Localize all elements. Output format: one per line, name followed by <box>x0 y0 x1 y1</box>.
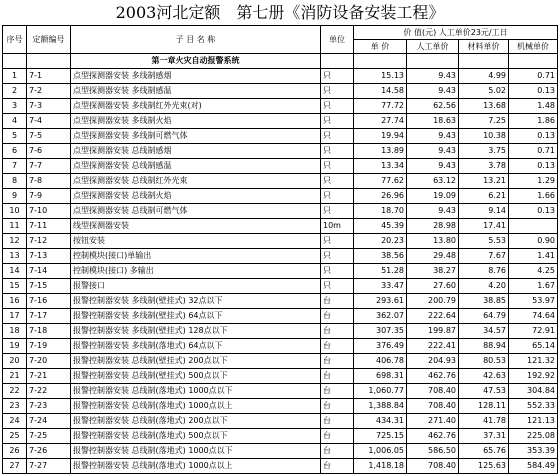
cell-name: 报警控制器安装 多线制(壁挂式) 128点以下 <box>71 324 321 339</box>
cell-unit: 只 <box>321 99 354 114</box>
cell-material: 64.79 <box>459 309 509 324</box>
cell-material: 17.41 <box>459 219 509 234</box>
cell-labor: 9.43 <box>407 84 459 99</box>
cell-labor: 462.76 <box>407 429 459 444</box>
cell-price: 27.74 <box>354 114 407 129</box>
cell-material: 88.94 <box>459 339 509 354</box>
table-row <box>3 189 558 204</box>
cell-machine: 1.41 <box>509 249 558 264</box>
cell-seq: 11 <box>3 219 27 234</box>
cell-code: 7-7 <box>27 159 71 174</box>
cell-seq: 20 <box>3 354 27 369</box>
cell-material: 7.25 <box>459 114 509 129</box>
cell-code: 7-27 <box>27 459 71 474</box>
table-row <box>3 129 558 144</box>
cell-code: 7-5 <box>27 129 71 144</box>
cell-name: 报警控制器安装 总线制(壁挂式) 200点以下 <box>71 354 321 369</box>
cell-name: 控制模块(接口)单输出 <box>71 249 321 264</box>
cell-machine: 0.13 <box>509 204 558 219</box>
cell-labor: 63.12 <box>407 174 459 189</box>
cell-price: 77.72 <box>354 99 407 114</box>
cell-code: 7-24 <box>27 414 71 429</box>
table-row <box>3 114 558 129</box>
table-row <box>3 174 558 189</box>
cell-code: 7-1 <box>27 69 71 84</box>
section-cell-blank <box>509 54 558 69</box>
cell-labor: 199.87 <box>407 324 459 339</box>
cell-unit: 只 <box>321 114 354 129</box>
cell-labor: 708.40 <box>407 399 459 414</box>
cell-machine: 72.91 <box>509 324 558 339</box>
cell-labor: 9.43 <box>407 159 459 174</box>
cell-code: 7-4 <box>27 114 71 129</box>
cell-name: 报警控制器安装 总线制(落地式) 1000点以上 <box>71 399 321 414</box>
header-seq: 序号 <box>3 26 27 54</box>
cell-machine: 1.48 <box>509 99 558 114</box>
cell-machine: 304.84 <box>509 384 558 399</box>
table-row <box>3 459 558 474</box>
cell-machine: 121.32 <box>509 354 558 369</box>
cell-machine: 4.25 <box>509 264 558 279</box>
cell-machine: 65.14 <box>509 339 558 354</box>
cell-labor: 586.50 <box>407 444 459 459</box>
cell-code: 7-18 <box>27 324 71 339</box>
cell-code: 7-19 <box>27 339 71 354</box>
cell-labor: 18.63 <box>407 114 459 129</box>
cell-name: 点型探测器安装 总线制感温 <box>71 159 321 174</box>
cell-price: 26.96 <box>354 189 407 204</box>
cell-seq: 17 <box>3 309 27 324</box>
cell-seq: 13 <box>3 249 27 264</box>
table-row <box>3 309 558 324</box>
table-row <box>3 264 558 279</box>
cell-code: 7-11 <box>27 219 71 234</box>
cell-price: 51.28 <box>354 264 407 279</box>
cell-unit: 只 <box>321 144 354 159</box>
cell-code: 7-14 <box>27 264 71 279</box>
table-row <box>3 234 558 249</box>
cell-name: 点型探测器安装 多线制红外光束(对) <box>71 99 321 114</box>
cell-labor: 62.56 <box>407 99 459 114</box>
cell-price: 1,418.18 <box>354 459 407 474</box>
cell-price: 77.62 <box>354 174 407 189</box>
cell-code: 7-15 <box>27 279 71 294</box>
cell-name: 报警控制器安装 多线制(落地式) 64点以下 <box>71 339 321 354</box>
cell-name: 点型探测器安装 总线制火焰 <box>71 189 321 204</box>
table-row <box>3 84 558 99</box>
cell-price: 362.07 <box>354 309 407 324</box>
cell-unit: 只 <box>321 129 354 144</box>
table-row <box>3 144 558 159</box>
cell-labor: 13.80 <box>407 234 459 249</box>
cell-unit: 只 <box>321 204 354 219</box>
cell-unit: 只 <box>321 84 354 99</box>
section-cell-blank <box>459 54 509 69</box>
section-row <box>3 54 558 69</box>
cell-material: 125.63 <box>459 459 509 474</box>
cell-machine: 0.13 <box>509 129 558 144</box>
cell-code: 7-26 <box>27 444 71 459</box>
section-cell-blank <box>321 54 354 69</box>
cell-material: 34.57 <box>459 324 509 339</box>
cell-seq: 16 <box>3 294 27 309</box>
table-row <box>3 249 558 264</box>
cell-name: 点型探测器安装 多线制火焰 <box>71 114 321 129</box>
cell-material: 41.78 <box>459 414 509 429</box>
cell-price: 293.61 <box>354 294 407 309</box>
cell-code: 7-6 <box>27 144 71 159</box>
cell-code: 7-10 <box>27 204 71 219</box>
section-cell-blank <box>27 54 71 69</box>
header-machine: 机械单价 <box>509 40 558 54</box>
cell-machine: 1.86 <box>509 114 558 129</box>
cell-name: 按钮安装 <box>71 234 321 249</box>
cell-seq: 7 <box>3 159 27 174</box>
cell-price: 698.31 <box>354 369 407 384</box>
header-unit: 单位 <box>321 26 354 54</box>
cell-labor: 9.43 <box>407 144 459 159</box>
cell-price: 20.23 <box>354 234 407 249</box>
cell-material: 5.53 <box>459 234 509 249</box>
cell-name: 点型探测器安装 多线制感烟 <box>71 69 321 84</box>
cell-machine: 1.67 <box>509 279 558 294</box>
cell-labor: 9.43 <box>407 204 459 219</box>
cell-unit: 只 <box>321 249 354 264</box>
cell-seq: 8 <box>3 174 27 189</box>
table-row <box>3 354 558 369</box>
cell-price: 1,388.84 <box>354 399 407 414</box>
cell-code: 7-16 <box>27 294 71 309</box>
cell-labor: 200.79 <box>407 294 459 309</box>
cell-price: 13.34 <box>354 159 407 174</box>
cell-machine: 121.13 <box>509 414 558 429</box>
header-unit-price: 单 价 <box>354 40 407 54</box>
cell-seq: 2 <box>3 84 27 99</box>
cell-unit: 台 <box>321 339 354 354</box>
cell-seq: 15 <box>3 279 27 294</box>
cell-seq: 5 <box>3 129 27 144</box>
cell-machine: 552.33 <box>509 399 558 414</box>
cell-labor: 28.98 <box>407 219 459 234</box>
cell-machine: 584.49 <box>509 459 558 474</box>
cell-machine <box>509 219 558 234</box>
cell-material: 38.85 <box>459 294 509 309</box>
cell-name: 点型探测器安装 多线制可燃气体 <box>71 129 321 144</box>
cell-unit: 台 <box>321 459 354 474</box>
cell-name: 报警控制器安装 多线制(壁挂式) 32点以下 <box>71 294 321 309</box>
cell-seq: 23 <box>3 399 27 414</box>
cell-material: 42.63 <box>459 369 509 384</box>
cell-material: 37.31 <box>459 429 509 444</box>
table-row <box>3 399 558 414</box>
table-row <box>3 69 558 84</box>
section-cell-blank <box>354 54 407 69</box>
cell-labor: 222.41 <box>407 339 459 354</box>
cell-unit: 只 <box>321 279 354 294</box>
cell-machine: 0.13 <box>509 159 558 174</box>
cell-unit: 台 <box>321 324 354 339</box>
table-row <box>3 204 558 219</box>
cell-material: 65.76 <box>459 444 509 459</box>
cell-material: 7.67 <box>459 249 509 264</box>
cell-unit: 10m <box>321 219 354 234</box>
cell-seq: 3 <box>3 99 27 114</box>
cell-machine: 0.13 <box>509 84 558 99</box>
cell-machine: 353.39 <box>509 444 558 459</box>
cell-material: 47.53 <box>459 384 509 399</box>
cell-code: 7-21 <box>27 369 71 384</box>
quota-table <box>2 25 558 474</box>
cell-code: 7-13 <box>27 249 71 264</box>
cell-price: 307.35 <box>354 324 407 339</box>
section-title: 第一章火灾自动报警系统 <box>71 54 321 69</box>
page-title: 2003河北定额 第七册《消防设备安装工程》 <box>115 3 445 22</box>
cell-unit: 台 <box>321 399 354 414</box>
cell-unit: 台 <box>321 444 354 459</box>
cell-labor: 708.40 <box>407 459 459 474</box>
cell-material: 3.75 <box>459 144 509 159</box>
cell-labor: 9.43 <box>407 129 459 144</box>
cell-seq: 21 <box>3 369 27 384</box>
cell-code: 7-25 <box>27 429 71 444</box>
cell-price: 406.78 <box>354 354 407 369</box>
cell-material: 6.21 <box>459 189 509 204</box>
cell-machine: 74.64 <box>509 309 558 324</box>
cell-material: 80.53 <box>459 354 509 369</box>
table-row <box>3 429 558 444</box>
cell-labor: 222.64 <box>407 309 459 324</box>
cell-unit: 只 <box>321 264 354 279</box>
cell-material: 5.02 <box>459 84 509 99</box>
cell-name: 报警控制器安装 总线制(壁挂式) 500点以下 <box>71 369 321 384</box>
cell-price: 33.47 <box>354 279 407 294</box>
cell-seq: 25 <box>3 429 27 444</box>
cell-labor: 204.93 <box>407 354 459 369</box>
cell-name: 控制模块(接口) 多输出 <box>71 264 321 279</box>
cell-name: 点型探测器安装 总线制感烟 <box>71 144 321 159</box>
cell-labor: 29.48 <box>407 249 459 264</box>
cell-unit: 只 <box>321 174 354 189</box>
cell-name: 报警控制器安装 总线制(落地式) 500点以下 <box>71 429 321 444</box>
cell-name: 报警控制器安装 总线制(落地式) 200点以下 <box>71 414 321 429</box>
cell-seq: 9 <box>3 189 27 204</box>
cell-unit: 只 <box>321 69 354 84</box>
header-name: 子 目 名 称 <box>71 26 321 54</box>
cell-price: 1,060.77 <box>354 384 407 399</box>
cell-seq: 12 <box>3 234 27 249</box>
table-row <box>3 384 558 399</box>
cell-name: 点型探测器安装 总线制可燃气体 <box>71 204 321 219</box>
cell-material: 8.76 <box>459 264 509 279</box>
cell-code: 7-23 <box>27 399 71 414</box>
cell-labor: 9.43 <box>407 69 459 84</box>
cell-code: 7-12 <box>27 234 71 249</box>
cell-seq: 18 <box>3 324 27 339</box>
cell-machine: 225.08 <box>509 429 558 444</box>
cell-seq: 6 <box>3 144 27 159</box>
cell-material: 4.20 <box>459 279 509 294</box>
cell-machine: 0.71 <box>509 69 558 84</box>
cell-seq: 22 <box>3 384 27 399</box>
cell-price: 38.56 <box>354 249 407 264</box>
cell-labor: 27.60 <box>407 279 459 294</box>
cell-seq: 4 <box>3 114 27 129</box>
cell-seq: 27 <box>3 459 27 474</box>
cell-labor: 708.40 <box>407 384 459 399</box>
table-row <box>3 294 558 309</box>
cell-seq: 19 <box>3 339 27 354</box>
cell-name: 报警控制器安装 总线制(落地式) 1000点以下 <box>71 384 321 399</box>
cell-material: 9.14 <box>459 204 509 219</box>
table-row <box>3 159 558 174</box>
cell-seq: 26 <box>3 444 27 459</box>
header-row-1 <box>3 26 558 40</box>
cell-material: 4.99 <box>459 69 509 84</box>
cell-price: 18.70 <box>354 204 407 219</box>
header-value-group: 价 值(元) 人工单价23元/工日 <box>354 26 558 40</box>
cell-price: 45.39 <box>354 219 407 234</box>
cell-name: 点型探测器安装 多线制感温 <box>71 84 321 99</box>
cell-unit: 台 <box>321 429 354 444</box>
cell-material: 13.68 <box>459 99 509 114</box>
table-row <box>3 444 558 459</box>
cell-labor: 462.76 <box>407 369 459 384</box>
cell-material: 10.38 <box>459 129 509 144</box>
cell-name: 点型探测器安装 总线制红外光束 <box>71 174 321 189</box>
cell-material: 128.11 <box>459 399 509 414</box>
cell-labor: 271.40 <box>407 414 459 429</box>
cell-unit: 台 <box>321 309 354 324</box>
cell-name: 报警控制器安装 多线制(壁挂式) 64点以下 <box>71 309 321 324</box>
cell-price: 14.58 <box>354 84 407 99</box>
table-row <box>3 219 558 234</box>
cell-price: 434.31 <box>354 414 407 429</box>
section-cell-blank <box>407 54 459 69</box>
cell-unit: 只 <box>321 189 354 204</box>
table-body <box>3 54 558 474</box>
cell-unit: 台 <box>321 294 354 309</box>
cell-code: 7-20 <box>27 354 71 369</box>
cell-material: 13.21 <box>459 174 509 189</box>
cell-name: 报警接口 <box>71 279 321 294</box>
cell-seq: 24 <box>3 414 27 429</box>
cell-machine: 0.71 <box>509 144 558 159</box>
cell-code: 7-3 <box>27 99 71 114</box>
cell-code: 7-8 <box>27 174 71 189</box>
cell-machine: 1.66 <box>509 189 558 204</box>
cell-code: 7-17 <box>27 309 71 324</box>
table-row <box>3 99 558 114</box>
cell-machine: 53.97 <box>509 294 558 309</box>
table-row <box>3 324 558 339</box>
cell-machine: 192.92 <box>509 369 558 384</box>
cell-code: 7-22 <box>27 384 71 399</box>
cell-name: 线型探测器安装 <box>71 219 321 234</box>
cell-seq: 14 <box>3 264 27 279</box>
cell-price: 725.15 <box>354 429 407 444</box>
table-row <box>3 279 558 294</box>
section-cell-blank <box>3 54 27 69</box>
header-material: 材料单价 <box>459 40 509 54</box>
cell-labor: 38.27 <box>407 264 459 279</box>
cell-unit: 台 <box>321 354 354 369</box>
cell-name: 报警控制器安装 总线制(落地式) 1000点以下 <box>71 444 321 459</box>
cell-price: 15.13 <box>354 69 407 84</box>
table-row <box>3 369 558 384</box>
cell-price: 19.94 <box>354 129 407 144</box>
cell-seq: 10 <box>3 204 27 219</box>
cell-code: 7-2 <box>27 84 71 99</box>
cell-price: 1,006.05 <box>354 444 407 459</box>
cell-unit: 只 <box>321 234 354 249</box>
cell-unit: 台 <box>321 369 354 384</box>
cell-price: 376.49 <box>354 339 407 354</box>
header-code: 定额编号 <box>27 26 71 54</box>
table-row <box>3 339 558 354</box>
cell-machine: 1.29 <box>509 174 558 189</box>
cell-code: 7-9 <box>27 189 71 204</box>
table-row <box>3 414 558 429</box>
header-labor: 人工单价 <box>407 40 459 54</box>
cell-unit: 只 <box>321 159 354 174</box>
cell-price: 13.89 <box>354 144 407 159</box>
cell-machine: 0.90 <box>509 234 558 249</box>
cell-material: 3.78 <box>459 159 509 174</box>
cell-labor: 19.09 <box>407 189 459 204</box>
cell-unit: 台 <box>321 384 354 399</box>
cell-name: 报警控制器安装 总线制(落地式) 1000点以上 <box>71 459 321 474</box>
cell-unit: 台 <box>321 414 354 429</box>
cell-seq: 1 <box>3 69 27 84</box>
